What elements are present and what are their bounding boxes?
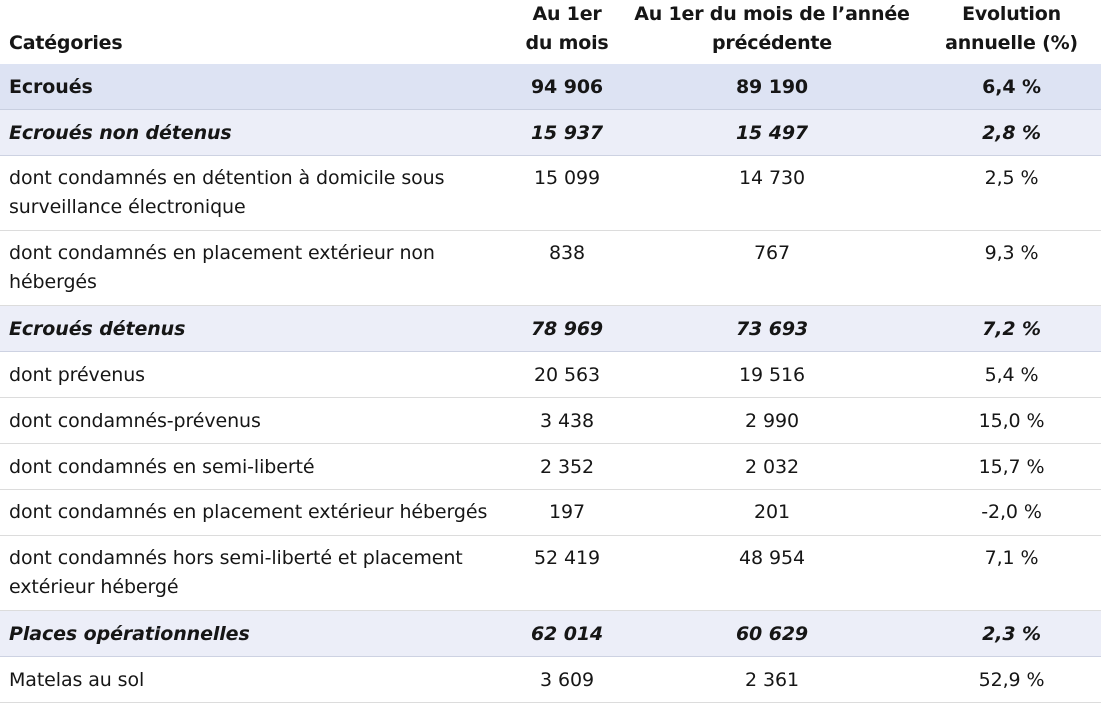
row-current: 838 — [512, 231, 622, 306]
row-current: 3 609 — [512, 657, 622, 703]
row-current: 197 — [512, 490, 622, 536]
table-row — [0, 444, 1101, 490]
row-current: 78 969 — [512, 306, 622, 352]
row-evolution: 2,8 % — [922, 110, 1101, 156]
header-current-month: Au 1er du mois — [525, 3, 609, 54]
row-evolution: 2,5 % — [922, 156, 1101, 231]
row-previous: 73 693 — [622, 306, 922, 352]
row-current: 15 099 — [512, 156, 622, 231]
table-row — [0, 398, 1101, 444]
row-label: Ecroués — [0, 64, 512, 110]
row-label: dont condamnés-prévenus — [0, 398, 512, 444]
row-label: Ecroués détenus — [0, 306, 512, 352]
row-current: 52 419 — [512, 536, 622, 611]
row-previous: 89 190 — [622, 64, 922, 110]
table-row — [0, 657, 1101, 703]
row-evolution: 9,3 % — [922, 231, 1101, 306]
row-previous: 14 730 — [622, 156, 922, 231]
row-evolution: 15,7 % — [922, 444, 1101, 490]
row-evolution: 15,0 % — [922, 398, 1101, 444]
header-previous-year: Au 1er du mois de l’année précédente — [634, 3, 910, 54]
row-current: 3 438 — [512, 398, 622, 444]
row-previous: 2 990 — [622, 398, 922, 444]
row-current: 2 352 — [512, 444, 622, 490]
table-row — [0, 536, 1101, 611]
row-evolution: 52,9 % — [922, 657, 1101, 703]
row-current: 20 563 — [512, 352, 622, 398]
row-previous: 201 — [622, 490, 922, 536]
row-previous: 2 361 — [622, 657, 922, 703]
row-evolution: -2,0 % — [922, 490, 1101, 536]
row-label: Ecroués non détenus — [0, 110, 512, 156]
table-row — [0, 611, 1101, 657]
row-previous: 15 497 — [622, 110, 922, 156]
header-annual-evolution: Evolution annuelle (%) — [945, 3, 1078, 54]
row-label: dont condamnés en semi-liberté — [0, 444, 512, 490]
row-previous: 48 954 — [622, 536, 922, 611]
table-row — [0, 231, 1101, 306]
row-evolution: 5,4 % — [922, 352, 1101, 398]
row-label: dont condamnés hors semi-liberté et placement extérieur hébergé — [0, 536, 512, 611]
row-evolution: 7,2 % — [922, 306, 1101, 352]
row-previous: 2 032 — [622, 444, 922, 490]
row-previous: 767 — [622, 231, 922, 306]
row-evolution: 7,1 % — [922, 536, 1101, 611]
row-label: Places opérationnelles — [0, 611, 512, 657]
row-evolution: 2,3 % — [922, 611, 1101, 657]
table-row — [0, 352, 1101, 398]
row-label: Matelas au sol — [0, 657, 512, 703]
table-row — [0, 110, 1101, 156]
table-row — [0, 306, 1101, 352]
row-evolution: 6,4 % — [922, 64, 1101, 110]
table-row — [0, 490, 1101, 536]
table-row — [0, 156, 1101, 231]
row-label: dont condamnés en placement extérieur non hébergés — [0, 231, 512, 306]
table-header-row — [0, 0, 1101, 64]
row-current: 62 014 — [512, 611, 622, 657]
row-label: dont prévenus — [0, 352, 512, 398]
header-categories: Catégories — [9, 32, 123, 54]
row-label: dont condamnés en placement extérieur hébergés — [0, 490, 512, 536]
row-label: dont condamnés en détention à domicile sous surveillance électronique — [0, 156, 512, 231]
table-row — [0, 64, 1101, 110]
row-current: 94 906 — [512, 64, 622, 110]
row-current: 15 937 — [512, 110, 622, 156]
row-previous: 60 629 — [622, 611, 922, 657]
row-previous: 19 516 — [622, 352, 922, 398]
